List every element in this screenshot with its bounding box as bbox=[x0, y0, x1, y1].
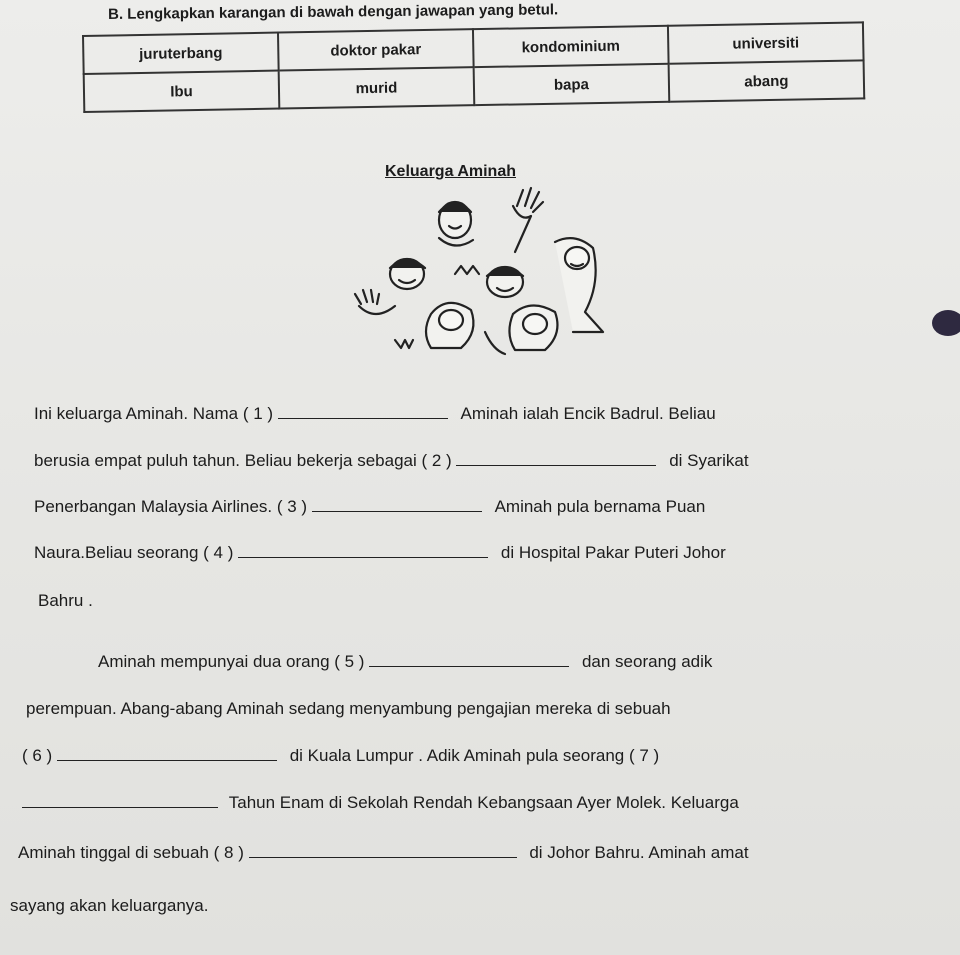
blank-2[interactable] bbox=[456, 451, 656, 466]
blank-5[interactable] bbox=[369, 652, 569, 667]
word-cell: universiti bbox=[668, 22, 864, 63]
paper-mark bbox=[932, 310, 960, 336]
word-cell: Ibu bbox=[84, 71, 280, 112]
passage-line-2: berusia empat puluh tahun. Beliau bekerja sebagai ( 2 ) di Syarikat bbox=[34, 451, 749, 470]
blank-7[interactable] bbox=[22, 793, 218, 808]
word-cell: juruterbang bbox=[83, 33, 279, 74]
passage-line-7: perempuan. Abang-abang Aminah sedang menyambung pengajian mereka di sebuah bbox=[26, 699, 671, 718]
passage-line-1: Ini keluarga Aminah. Nama ( 1 ) Aminah ialah Encik Badrul. Beliau bbox=[34, 404, 716, 423]
blank-6[interactable] bbox=[57, 746, 277, 761]
passage-line-10: Aminah tinggal di sebuah ( 8 ) di Johor Bahru. Aminah amat bbox=[18, 843, 749, 862]
word-cell: kondominium bbox=[473, 26, 669, 67]
word-cell: doktor pakar bbox=[278, 29, 474, 70]
passage-line-3: Penerbangan Malaysia Airlines. ( 3 ) Aminah pula bernama Puan bbox=[34, 497, 706, 516]
passage-line-8: ( 6 ) di Kuala Lumpur . Adik Aminah pula seorang ( 7 ) bbox=[22, 746, 660, 765]
blank-4[interactable] bbox=[238, 543, 488, 558]
word-bank-table bbox=[82, 21, 865, 113]
blank-3[interactable] bbox=[312, 497, 482, 512]
word-cell: murid bbox=[279, 67, 475, 108]
passage-line-6: Aminah mempunyai dua orang ( 5 ) dan seorang adik bbox=[98, 652, 713, 671]
family-waving-illustration-icon bbox=[335, 182, 635, 362]
word-cell: abang bbox=[669, 60, 865, 101]
passage-line-4: Naura.Beliau seorang ( 4 ) di Hospital Pakar Puteri Johor bbox=[34, 543, 726, 562]
word-cell: bapa bbox=[474, 64, 670, 105]
instruction-text: B. Lengkapkan karangan di bawah dengan jawapan yang betul. bbox=[108, 1, 559, 23]
passage-line-9: Tahun Enam di Sekolah Rendah Kebangsaan Ayer Molek. Keluarga bbox=[22, 793, 739, 813]
family-title: Keluarga Aminah bbox=[385, 163, 516, 180]
blank-1[interactable] bbox=[278, 404, 448, 419]
passage-line-5: Bahru . bbox=[38, 591, 93, 610]
blank-8[interactable] bbox=[249, 843, 517, 858]
passage-line-11: sayang akan keluarganya. bbox=[10, 896, 209, 915]
